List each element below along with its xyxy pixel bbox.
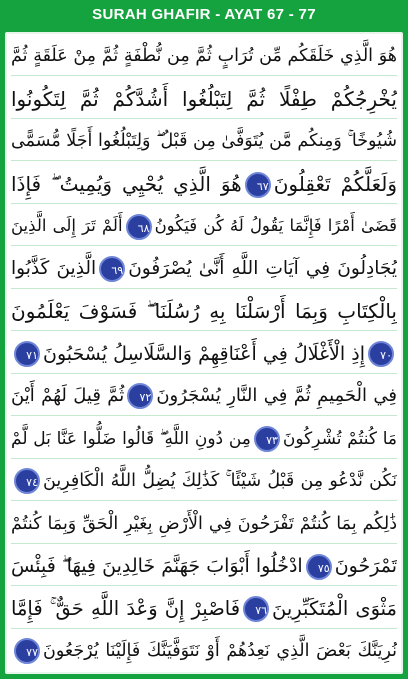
verse-line <box>11 547 397 586</box>
ayah-number-marker: ٧٤ <box>14 468 40 494</box>
page-title: SURAH GHAFIR - AYAT 67 - 77 <box>92 6 316 23</box>
verse-panel <box>5 32 403 674</box>
ayah-number-marker: ٧٦ <box>243 596 269 622</box>
verse-text: إِذِ الْأَغْلَالُ فِي أَعْنَاقِهِمْ وَالسَّلَاسِلُ يُسْحَبُونَ <box>43 342 365 365</box>
verse-line <box>11 462 397 501</box>
ayah-number-marker: ٦٩ <box>99 256 125 282</box>
ayah-number-marker: ٧١ <box>14 341 40 367</box>
ayah-number-marker: ٦٨ <box>126 214 152 240</box>
verse-text: بِالْكِتَابِ وَبِمَا أَرْسَلْنَا بِهِ رُسُلَنَا ۖ فَسَوْفَ يَعْلَمُونَ <box>11 299 397 323</box>
verse-text: فَاصْبِرْ إِنَّ وَعْدَ اللَّهِ حَقٌّ ۚ فَإِمَّا <box>11 596 241 620</box>
verse-line <box>11 420 397 459</box>
verse-text: مَثْوَى الْمُتَكَبِّرِينَ <box>272 596 397 620</box>
verse-text: ذَٰلِكُم بِمَا كُنتُمْ تَفْرَحُونَ فِي الْأَرْضِ بِغَيْرِ الْحَقِّ وَبِمَا كُنتُمْ <box>11 513 397 534</box>
verse-text: يُجَادِلُونَ فِي آيَاتِ اللَّهِ أَنَّىٰ يُصْرَفُونَ <box>128 257 397 279</box>
verse-text: شُيُوخًا ۚ وَمِنكُم مَّن يُتَوَفَّىٰ مِن قَبْلُ ۖ وَلِتَبْلُغُوا أَجَلًا مُّسَمًّى <box>11 131 397 151</box>
verse-line <box>11 292 397 331</box>
verse-line <box>11 250 397 289</box>
ayah-number-marker: ٧٠ <box>368 341 394 367</box>
verse-text: هُوَ الَّذِي خَلَقَكُم مِّن تُرَابٍ ثُمَّ مِن نُّطْفَةٍ ثُمَّ مِنْ عَلَقَةٍ ثُمَّ <box>11 46 397 66</box>
ayah-number-marker: ٧٧ <box>14 638 40 664</box>
verse-line <box>11 207 397 246</box>
verse-text: يُخْرِجُكُمْ طِفْلًا ثُمَّ لِتَبْلُغُوا أَشُدَّكُمْ ثُمَّ لِتَكُونُوا <box>11 86 397 111</box>
verse-line <box>11 122 397 161</box>
verse-text: ثُمَّ قِيلَ لَهُمْ أَيْنَ <box>11 385 125 406</box>
verse-text: تَمْرَحُونَ <box>334 555 397 577</box>
ayah-number-marker: ٧٣ <box>254 426 280 452</box>
verse-text: مِن دُونِ اللَّهِ ۖ قَالُوا ضَلُّوا عَنَّا بَل لَّمْ <box>11 428 251 449</box>
verse-text: هُوَ الَّذِي يُحْيِي وَيُمِيتُ ۖ فَإِذَا <box>11 171 242 196</box>
verse-text: قَضَىٰ أَمْرًا فَإِنَّمَا يَقُولُ لَهُ كُن فَيَكُونُ <box>154 216 397 235</box>
verse-text: نَكُن نَّدْعُو مِن قَبْلُ شَيْئًا ۚ كَذَٰلِكَ يُضِلُّ اللَّهُ الْكَافِرِينَ <box>43 471 397 491</box>
verse-line <box>11 335 397 374</box>
verse-line <box>11 505 397 544</box>
verse-text: الَّذِينَ كَذَّبُوا <box>11 257 97 279</box>
verse-text: ادْخُلُوا أَبْوَابَ جَهَنَّمَ خَالِدِينَ فِيهَا ۖ فَبِئْسَ <box>11 555 303 577</box>
ayah-number-marker: ٦٧ <box>245 172 271 198</box>
verse-text: مَا كُنتُمْ تُشْرِكُونَ <box>282 428 397 449</box>
verse-line <box>11 165 397 204</box>
verse-text: نُرِيَنَّكَ بَعْضَ الَّذِي نَعِدُهُمْ أَوْ نَتَوَفَّيَنَّكَ فَإِلَيْنَا يُرْجَعُونَ <box>43 641 397 661</box>
ayah-number-marker: ٧٥ <box>306 554 332 580</box>
ayah-number-marker: ٧٢ <box>127 383 153 409</box>
verse-line <box>11 590 397 629</box>
verse-line <box>11 377 397 416</box>
verse-line <box>11 80 397 119</box>
verse-line <box>11 37 397 76</box>
verse-text: أَلَمْ تَرَ إِلَى الَّذِينَ <box>11 216 123 235</box>
verse-text: وَلَعَلَّكُمْ تَعْقِلُونَ <box>273 171 397 196</box>
verse-text: فِي الْحَمِيمِ ثُمَّ فِي النَّارِ يُسْجَرُونَ <box>156 385 397 406</box>
verse-line <box>11 632 397 670</box>
